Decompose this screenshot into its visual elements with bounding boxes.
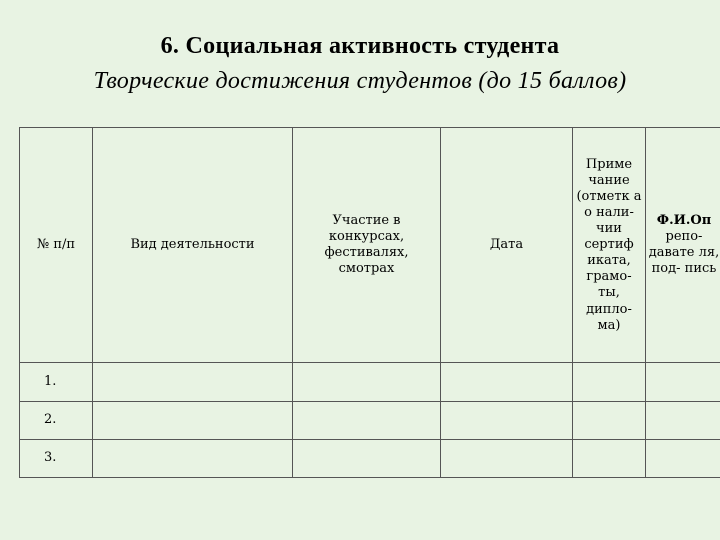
table-cell[interactable] bbox=[293, 439, 441, 477]
row-number: 3. bbox=[20, 439, 93, 477]
header-cell-number: № п/п bbox=[20, 128, 93, 363]
page-subtitle: Творческие достижения студентов (до 15 баллов) bbox=[93, 68, 627, 94]
header-cell-activity: Вид деятельности bbox=[93, 128, 293, 363]
header-cell-participation: Участие в конкурсах, фестивалях, смотрах bbox=[293, 128, 441, 363]
table-row bbox=[20, 363, 720, 401]
table-cell[interactable] bbox=[441, 363, 573, 401]
table-cell[interactable] bbox=[293, 363, 441, 401]
table-row bbox=[20, 439, 720, 477]
table-cell[interactable] bbox=[646, 401, 720, 439]
table-cell[interactable] bbox=[573, 439, 646, 477]
table-cell[interactable] bbox=[441, 439, 573, 477]
table-cell[interactable] bbox=[293, 401, 441, 439]
table-cell[interactable] bbox=[646, 439, 720, 477]
table-cell[interactable] bbox=[646, 363, 720, 401]
table-row bbox=[20, 401, 720, 439]
page-title: 6. Социальная активность студента bbox=[160, 33, 560, 59]
table-header-row bbox=[20, 128, 720, 363]
table-cell[interactable] bbox=[93, 439, 293, 477]
table-cell[interactable] bbox=[93, 363, 293, 401]
row-number: 2. bbox=[20, 401, 93, 439]
header-cell-note: Приме чание (отметк а о нали- чии сертиф иката, грамо- ты, дипло- ма) bbox=[573, 128, 646, 363]
row-number: 1. bbox=[20, 363, 93, 401]
table-cell[interactable] bbox=[573, 363, 646, 401]
header-cell-date: Дата bbox=[441, 128, 573, 363]
teacher-label-bold: Ф.И.Оп bbox=[656, 212, 712, 228]
table-cell[interactable] bbox=[441, 401, 573, 439]
table-cell[interactable] bbox=[573, 401, 646, 439]
header-cell-teacher bbox=[646, 128, 720, 363]
teacher-label-rest: репо- давате ля, под- пись bbox=[648, 229, 720, 277]
achievements-table bbox=[19, 127, 720, 478]
table-cell[interactable] bbox=[93, 401, 293, 439]
